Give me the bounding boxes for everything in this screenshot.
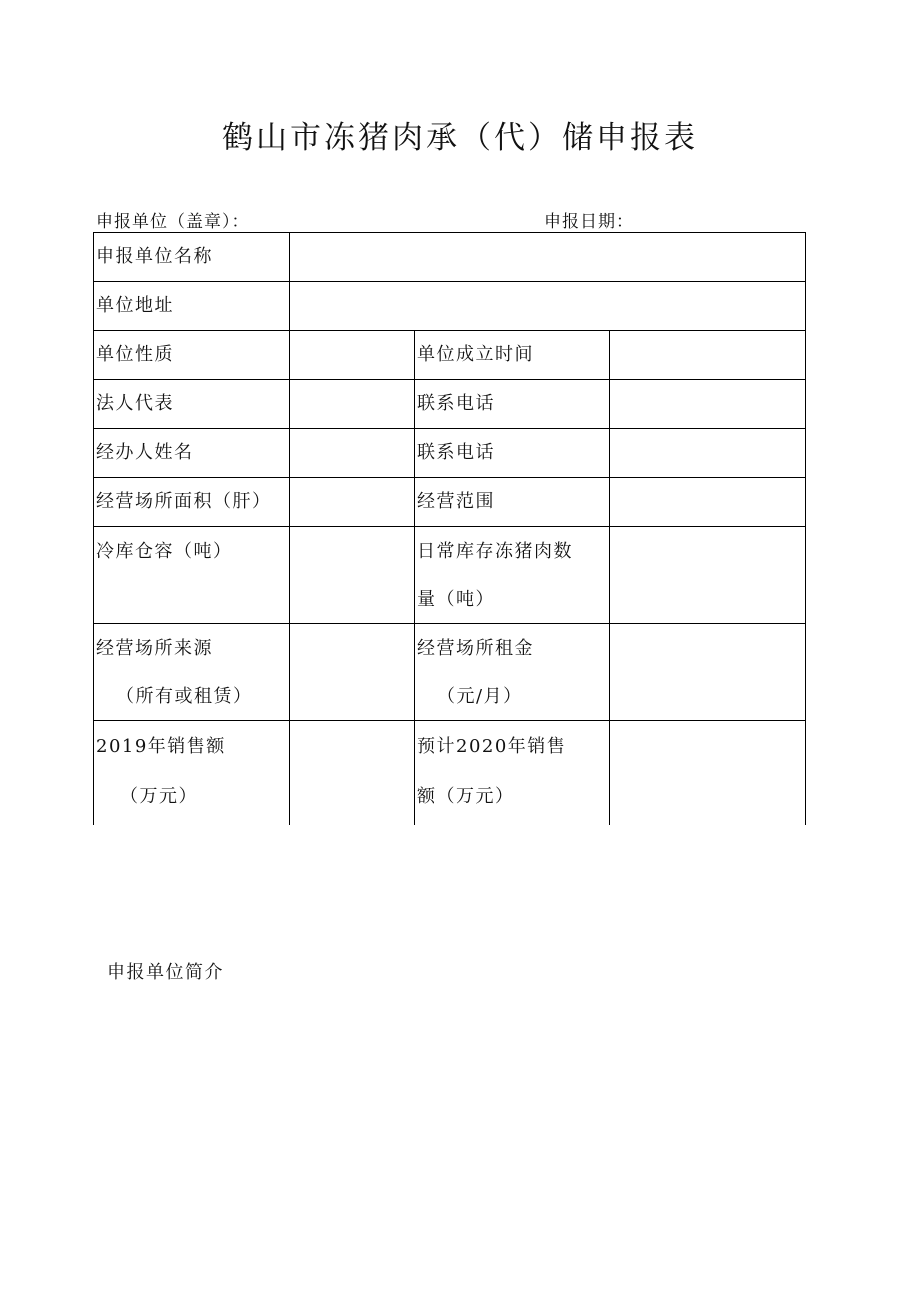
table-row bbox=[94, 331, 806, 380]
rent-label-line2: （元/月） bbox=[437, 686, 523, 707]
applicant-unit-label: 申报单位（盖章）： bbox=[96, 212, 250, 232]
founded-field[interactable] bbox=[610, 331, 806, 380]
sales2020-field[interactable] bbox=[610, 721, 806, 826]
sales2020-label-line2: 额（万元） bbox=[417, 786, 515, 807]
sales2019-field[interactable] bbox=[290, 721, 415, 826]
rent-field[interactable] bbox=[610, 624, 806, 721]
phone2-field[interactable] bbox=[610, 429, 806, 478]
table-row bbox=[94, 380, 806, 429]
premises-source-label-line1: 经营场所来源 bbox=[96, 638, 213, 659]
table-row bbox=[94, 282, 806, 331]
phone1-field[interactable] bbox=[610, 380, 806, 429]
table-row bbox=[94, 721, 806, 826]
handler-field[interactable] bbox=[290, 429, 415, 478]
address-field[interactable] bbox=[290, 282, 806, 331]
table-row bbox=[94, 429, 806, 478]
report-date-label: 申报日期： bbox=[544, 212, 634, 232]
table-row bbox=[94, 527, 806, 624]
unit-name-label: 申报单位名称 bbox=[94, 233, 290, 282]
cold-storage-label bbox=[94, 527, 290, 624]
table-row bbox=[94, 624, 806, 721]
application-form-table bbox=[93, 232, 806, 825]
scope-field[interactable] bbox=[610, 478, 806, 527]
sales2019-label-line1: 2019年销售额 bbox=[96, 736, 226, 757]
sales2020-label-line1: 预计2020年销售 bbox=[417, 736, 567, 757]
area-label: 经营场所面积（肝） bbox=[94, 478, 290, 527]
rent-label bbox=[415, 624, 610, 721]
cold-storage-field[interactable] bbox=[290, 527, 415, 624]
phone1-label: 联系电话 bbox=[415, 380, 610, 429]
daily-stock-field[interactable] bbox=[610, 527, 806, 624]
rent-label-line1: 经营场所租金 bbox=[417, 638, 534, 659]
legal-rep-label: 法人代表 bbox=[94, 380, 290, 429]
unit-name-field[interactable] bbox=[290, 233, 806, 282]
legal-rep-field[interactable] bbox=[290, 380, 415, 429]
sales2019-label bbox=[94, 721, 290, 826]
premises-source-label bbox=[94, 624, 290, 721]
premises-source-label-line2: （所有或租赁） bbox=[116, 686, 253, 707]
nature-field[interactable] bbox=[290, 331, 415, 380]
scope-label: 经营范围 bbox=[415, 478, 610, 527]
sales2019-label-line2: （万元） bbox=[120, 786, 198, 807]
daily-stock-label bbox=[415, 527, 610, 624]
page-title: 鹤山市冻猪肉承（代）储申报表 bbox=[222, 120, 698, 156]
premises-source-field[interactable] bbox=[290, 624, 415, 721]
phone2-label: 联系电话 bbox=[415, 429, 610, 478]
daily-stock-label-line2: 量（吨） bbox=[417, 589, 495, 610]
handler-label: 经办人姓名 bbox=[94, 429, 290, 478]
nature-label: 单位性质 bbox=[94, 331, 290, 380]
address-label: 单位地址 bbox=[94, 282, 290, 331]
daily-stock-label-line1: 日常库存冻猪肉数 bbox=[417, 541, 573, 562]
sales2020-label bbox=[415, 721, 610, 826]
table-row bbox=[94, 478, 806, 527]
area-field[interactable] bbox=[290, 478, 415, 527]
table-row bbox=[94, 233, 806, 282]
founded-label: 单位成立时间 bbox=[415, 331, 610, 380]
intro-label: 申报单位简介 bbox=[107, 962, 224, 983]
cold-storage-label-text: 冷库仓容（吨） bbox=[96, 541, 233, 562]
